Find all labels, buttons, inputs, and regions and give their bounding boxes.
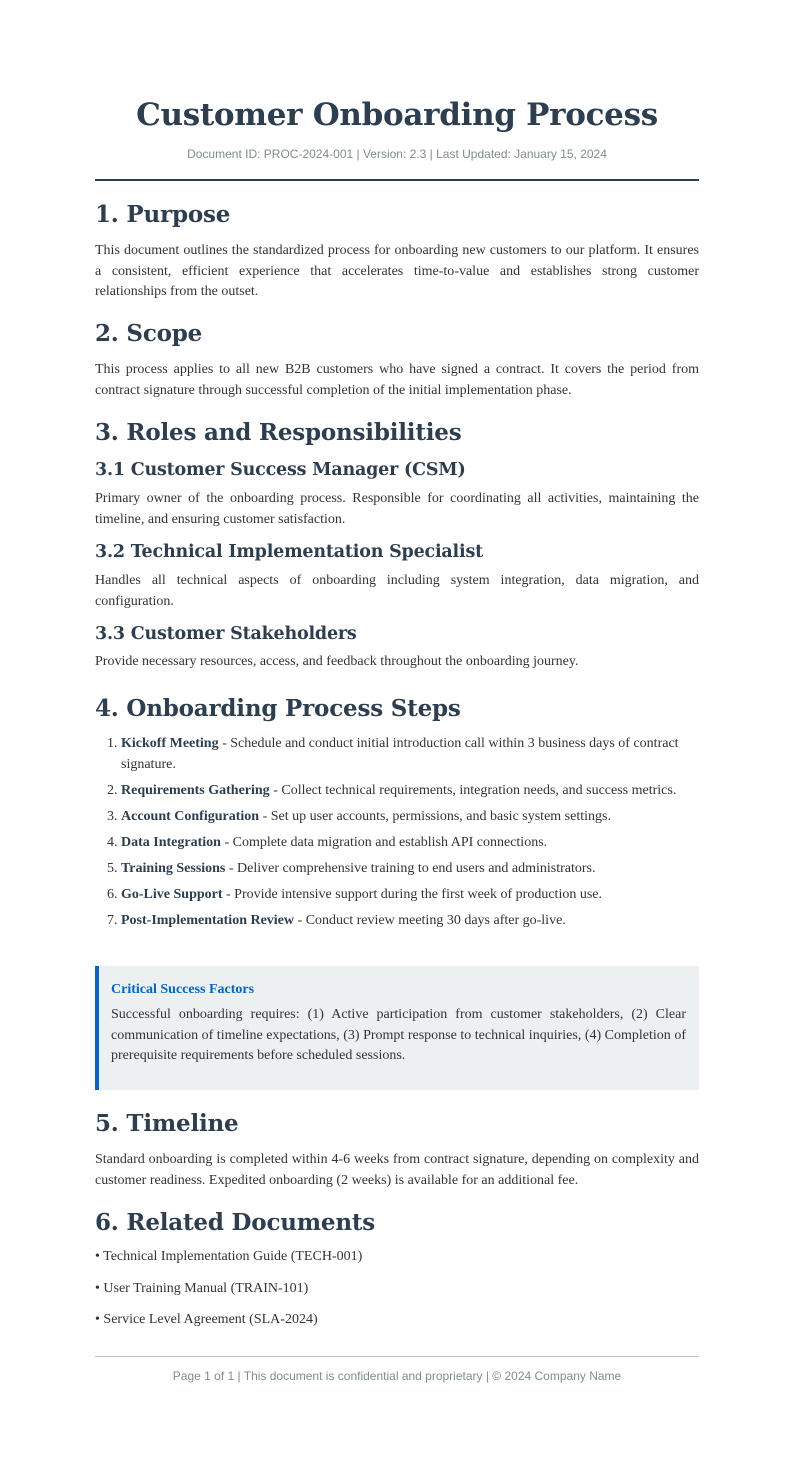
step-desc: - Complete data migration and establish API connections. <box>220 834 548 850</box>
section-purpose <box>95 200 699 303</box>
section-body: This process applies to all new B2B customers who have signed a contract. It covers the period from contract signature through successful completion of the initial implementation phase. <box>95 362 699 398</box>
related-list <box>95 1247 699 1342</box>
step-item <box>121 807 699 828</box>
step-title: Kickoff Meeting <box>121 736 219 751</box>
section-heading: 6. Related Documents <box>95 1209 376 1236</box>
step-title: Requirements Gathering <box>121 782 270 798</box>
step-title: Data Integration <box>121 834 221 850</box>
role-body: Handles all technical aspects of onboarding including system integration, data migration, and configuration. <box>95 573 699 609</box>
step-item <box>121 833 699 854</box>
footer-text: Page 1 of 1 | This document is confidential and proprietary | © 2024 Company Name <box>172 1369 622 1383</box>
role-heading: 3.3 Customer Stakeholders <box>95 624 357 644</box>
callout-body: Successful onboarding requires: (1) Active participation from customer stakeholders, (2) Clear communication of timeline expectations, (3) Prompt response to technical inquiries, (4) Completion of prerequisite requirements before scheduled sessions. <box>111 1007 686 1063</box>
section-body: This document outlines the standardized process for onboarding new customers to our platform. It ensures a consistent, efficient experience that accelerates time-to-value and establishes strong customer relationships from the outset. <box>95 243 699 299</box>
step-desc: - Provide intensive support during the first week of production use. <box>222 886 602 902</box>
callout-title: Critical Success Factors <box>111 982 255 997</box>
section-scope <box>95 319 699 401</box>
step-item <box>121 734 699 775</box>
role-heading: 3.1 Customer Success Manager (CSM) <box>95 460 466 480</box>
step-desc: - Schedule and conduct initial introduction call within 3 business days of contract signature. <box>121 736 679 772</box>
section-heading: 5. Timeline <box>95 1110 239 1137</box>
step-item <box>121 781 699 802</box>
role-heading: 3.2 Technical Implementation Specialist <box>95 542 483 562</box>
section-roles <box>95 418 699 673</box>
critical-success-factors-callout <box>95 966 699 1090</box>
document-page <box>95 0 699 1383</box>
step-item <box>121 911 699 932</box>
section-heading: 3. Roles and Responsibilities <box>95 419 462 446</box>
document-footer <box>95 1356 699 1383</box>
section-steps <box>95 694 699 937</box>
step-item <box>121 859 699 880</box>
section-related <box>95 1208 699 1342</box>
document-meta: Document ID: PROC-2024-001 | Version: 2.3 | Last Updated: January 15, 2024 <box>187 147 607 161</box>
related-document: • Service Level Agreement (SLA-2024) <box>95 1312 318 1327</box>
section-heading: 2. Scope <box>95 320 203 347</box>
header-divider <box>95 179 699 181</box>
step-desc: - Deliver comprehensive training to end users and administrators. <box>225 860 596 876</box>
related-document: • Technical Implementation Guide (TECH-001) <box>95 1249 363 1264</box>
section-timeline <box>95 1109 699 1191</box>
step-title: Training Sessions <box>121 860 226 876</box>
related-document: • User Training Manual (TRAIN-101) <box>95 1280 309 1296</box>
section-heading: 4. Onboarding Process Steps <box>95 695 461 722</box>
section-body: Standard onboarding is completed within 4-6 weeks from contract signature, depending on complexity and customer readiness. Expedited onboarding (2 weeks) is available for an additional fee. <box>95 1152 699 1188</box>
step-item <box>121 885 699 906</box>
role-body: Provide necessary resources, access, and feedback throughout the onboarding journey. <box>95 654 579 669</box>
section-heading: 1. Purpose <box>95 201 231 228</box>
step-desc: - Conduct review meeting 30 days after go-live. <box>294 912 566 928</box>
step-title: Go-Live Support <box>121 886 223 902</box>
role-body: Primary owner of the onboarding process. Responsible for coordinating all activities, maintaining the timeline, and ensuring customer satisfaction. <box>95 491 699 527</box>
step-desc: - Set up user accounts, permissions, and basic system settings. <box>259 808 611 824</box>
step-desc: - Collect technical requirements, integration needs, and success metrics. <box>269 782 677 798</box>
document-header <box>95 0 699 181</box>
step-title: Account Configuration <box>121 808 260 824</box>
step-title: Post-Implementation Review <box>121 912 295 928</box>
steps-list <box>95 734 699 931</box>
document-title: Customer Onboarding Process <box>136 97 658 133</box>
